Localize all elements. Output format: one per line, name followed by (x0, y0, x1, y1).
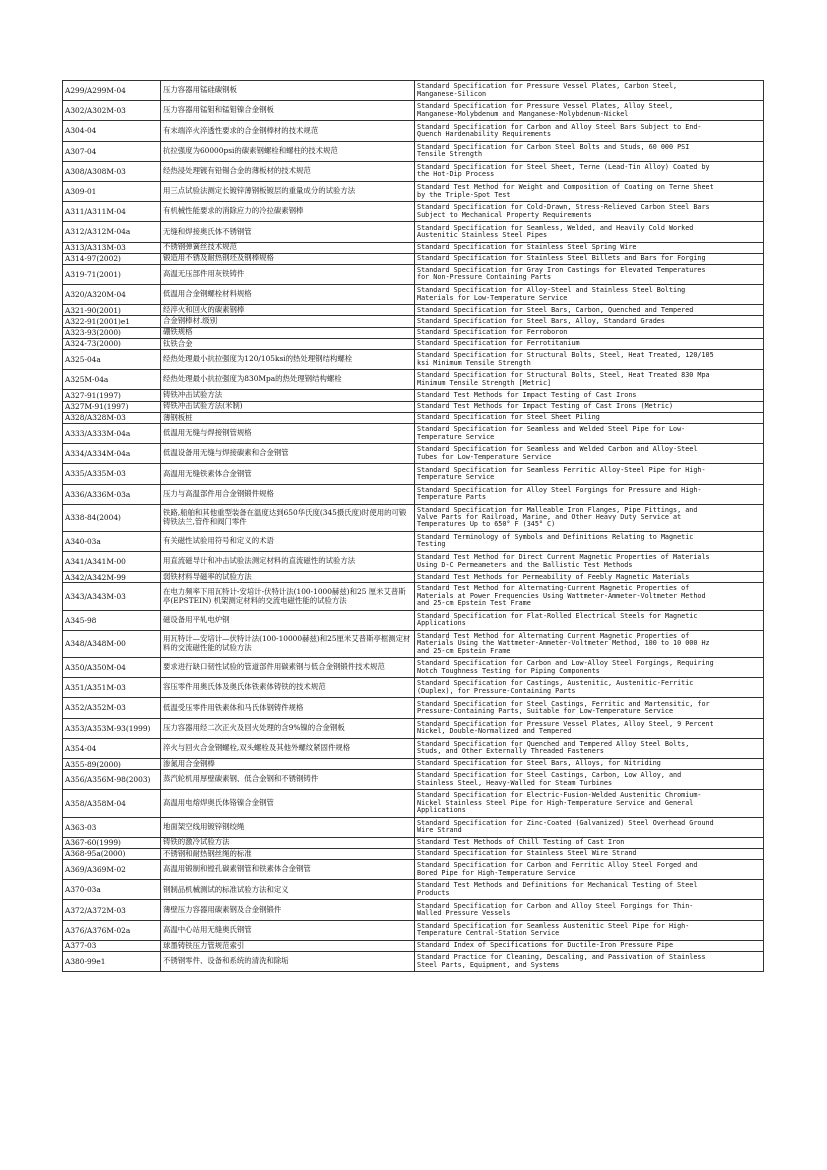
standard-code: A348/A348M-00 (63, 630, 161, 657)
table-row (63, 161, 764, 181)
table-row (63, 738, 764, 758)
title-english: Standard Index of Specifications for Ductile-Iron Pressure Pipe (415, 940, 764, 951)
table-row (63, 531, 764, 551)
standard-code: A328/A328M-03 (63, 412, 161, 423)
standard-code: A341/A341M-00 (63, 552, 161, 572)
standard-code: A327M-91(1997) (63, 401, 161, 412)
table-row (63, 101, 764, 121)
title-english: Standard Specification for Alloy-Steel and Stainless Steel Bolting Materials for Low-Temperature Service (415, 285, 764, 305)
title-chinese: 高温用电熔焊奥氏体铬镍合金钢管 (161, 790, 415, 817)
title-chinese: 有末端淬火淬透性要求的合金钢棒材的技术规范 (161, 121, 415, 141)
title-english: Standard Test Method for Weight and Composition of Coating on Terne Sheet by the Triple-Spot Test (415, 181, 764, 201)
table-row (63, 583, 764, 610)
title-chinese: 淬火与回火合金钢螺栓,双头螺栓及其他外螺纹紧固件规格 (161, 738, 415, 758)
title-english: Standard Specification for Steel Sheet, Terne (Lead-Tin Alloy) Coated by the Hot-Dip Process (415, 161, 764, 181)
title-chinese: 压力与高温部件用合金钢锻件规格 (161, 484, 415, 504)
standard-code: A338-84(2004) (63, 504, 161, 531)
title-english: Standard Specification for Electric-Fusion-Welded Austenitic Chromium- Nickel Stainless Steel Pipe for High-Temperature Service and General Applications (415, 790, 764, 817)
title-chinese: 薄钢板桩 (161, 412, 415, 423)
title-english: Standard Specification for Pressure Vessel Plates, Carbon Steel, Manganese-Silicon (415, 81, 764, 101)
standards-table (62, 80, 764, 972)
table-row (63, 338, 764, 349)
standard-code: A345-98 (63, 610, 161, 630)
title-english: Standard Terminology of Symbols and Definitions Relating to Magnetic Testing (415, 531, 764, 551)
standard-code: A325-04a (63, 350, 161, 370)
title-chinese: 弱铁材料导磁率的试验方法 (161, 572, 415, 583)
standard-code: A358/A358M-04 (63, 790, 161, 817)
table-row (63, 880, 764, 900)
table-row (63, 860, 764, 880)
table-row (63, 305, 764, 316)
title-english: Standard Specification for Stainless Steel Wire Strand (415, 848, 764, 859)
standard-code: A351/A351M-03 (63, 678, 161, 698)
table-row (63, 81, 764, 101)
table-row (63, 202, 764, 222)
table-row (63, 401, 764, 412)
title-chinese: 高温用无缝铁素体合金钢管 (161, 464, 415, 484)
title-chinese: 不锈钢和耐热钢丝绳的标准 (161, 848, 415, 859)
standard-code: A311/A311M-04 (63, 202, 161, 222)
title-english: Standard Specification for Steel Bars, Carbon, Quenched and Tempered (415, 305, 764, 316)
table-row (63, 952, 764, 972)
standard-code: A367-60(1999) (63, 837, 161, 848)
table-row (63, 181, 764, 201)
title-chinese: 压力容器用锰钼和锰钼镍合金钢板 (161, 101, 415, 121)
standard-code: A302/A302M-03 (63, 101, 161, 121)
title-chinese: 铸铁的激冷试验方法 (161, 837, 415, 848)
standard-code: A363-03 (63, 817, 161, 837)
title-english: Standard Specification for Castings, Austenitic, Austenitic-Ferritic (Duplex), for Pressure-Containing Parts (415, 678, 764, 698)
title-chinese: 铁路,船舶和其他重型装备在温度达到650华氏度(345摄氏度)时使用的可锻铸铁法兰,管件和阀门零件 (161, 504, 415, 531)
table-row (63, 316, 764, 327)
title-english: Standard Test Methods for Impact Testing of Cast Irons (Metric) (415, 401, 764, 412)
title-english: Standard Specification for Flat-Rolled Electrical Steels for Magnetic Applications (415, 610, 764, 630)
standard-code: A336/A336M-03a (63, 484, 161, 504)
title-english: Standard Specification for Gray Iron Castings for Elevated Temperatures for Non-Pressure Containing Parts (415, 264, 764, 284)
standard-code: A376/A376M-02a (63, 920, 161, 940)
table-row (63, 698, 764, 718)
standard-code: A333/A333M-04a (63, 423, 161, 443)
title-english: Standard Test Methods for Permeability of Feebly Magnetic Materials (415, 572, 764, 583)
standards-table-body (63, 81, 764, 972)
title-english: Standard Specification for Structural Bolts, Steel, Heat Treated 830 Mpa Minimum Tensile Strength [Metric] (415, 370, 764, 390)
title-chinese: 低温用无缝与焊接钢管规格 (161, 423, 415, 443)
table-row (63, 758, 764, 769)
title-chinese: 不锈钢弹簧丝技术规范 (161, 242, 415, 253)
table-row (63, 464, 764, 484)
table-row (63, 242, 764, 253)
standard-code: A350/A350M-04 (63, 658, 161, 678)
title-english: Standard Specification for Ferrotitanium (415, 338, 764, 349)
title-english: Standard Specification for Steel Bars, Alloys, for Nitriding (415, 758, 764, 769)
standard-code: A309-01 (63, 181, 161, 201)
title-english: Standard Specification for Stainless Steel Spring Wire (415, 242, 764, 253)
title-english: Standard Specification for Malleable Iron Flanges, Pipe Fittings, and Valve Parts for Railroad, Marine, and Other Heavy Duty Service at Temperatures Up to 650° F (345° C) (415, 504, 764, 531)
standard-code: A368-95a(2000) (63, 848, 161, 859)
title-chinese: 经热处理最小抗拉强度为120/105ksi的热处理钢结构螺栓 (161, 350, 415, 370)
title-chinese: 无缝和焊接奥氏体不锈钢管 (161, 222, 415, 242)
table-row (63, 552, 764, 572)
table-row (63, 770, 764, 790)
table-row (63, 678, 764, 698)
table-row (63, 718, 764, 738)
table-row (63, 837, 764, 848)
table-row (63, 484, 764, 504)
title-english: Standard Specification for Steel Castings, Ferritic and Martensitic, for Pressure-Containing Parts, Suitable for Low-Temperature Service (415, 698, 764, 718)
title-chinese: 铸铁冲击试验方法 (161, 390, 415, 401)
title-chinese: 硼铁规格 (161, 327, 415, 338)
title-english: Standard Test Methods and Definitions for Mechanical Testing of Steel Products (415, 880, 764, 900)
standard-code: A377-03 (63, 940, 161, 951)
title-chinese: 抗拉强度为60000psi的碳素钢螺栓和螺柱的技术规范 (161, 141, 415, 161)
standard-code: A340-03a (63, 531, 161, 551)
title-chinese: 经淬火和回火的碳素钢棒 (161, 305, 415, 316)
table-row (63, 285, 764, 305)
title-english: Standard Specification for Carbon Steel Bolts and Studs, 60 000 PSI Tensile Strength (415, 141, 764, 161)
title-english: Standard Practice for Cleaning, Descaling, and Passivation of Stainless Steel Parts, Equipment, and Systems (415, 952, 764, 972)
title-chinese: 高温用锻制和镗孔碳素钢管和铁素体合金钢管 (161, 860, 415, 880)
standard-code: A304-04 (63, 121, 161, 141)
title-english: Standard Specification for Structural Bolts, Steel, Heat Treated, 120/105 ksi Minimum Tensile Strength (415, 350, 764, 370)
title-english: Standard Specification for Ferroboron (415, 327, 764, 338)
title-chinese: 锻造用不锈及耐热钢坯及钢棒规格 (161, 253, 415, 264)
standard-code: A380-99e1 (63, 952, 161, 972)
title-chinese: 磁设备用平轧电炉钢 (161, 610, 415, 630)
standard-code: A342/A342M-99 (63, 572, 161, 583)
standard-code: A352/A352M-03 (63, 698, 161, 718)
standard-code: A321-90(2001) (63, 305, 161, 316)
standard-code: A320/A320M-04 (63, 285, 161, 305)
table-row (63, 327, 764, 338)
table-row (63, 504, 764, 531)
title-chinese: 高温无压部件用灰铁铸件 (161, 264, 415, 284)
title-chinese: 渗氮用合金钢棒 (161, 758, 415, 769)
title-chinese: 蒸汽轮机用厚壁碳素钢、低合金钢和不锈钢铸件 (161, 770, 415, 790)
table-row (63, 253, 764, 264)
standard-code: A313/A313M-03 (63, 242, 161, 253)
title-english: Standard Specification for Seamless Austenitic Steel Pipe for High- Temperature Central-Station Service (415, 920, 764, 940)
title-chinese: 不锈钢零件、设备和系统的清洗和除垢 (161, 952, 415, 972)
title-english: Standard Specification for Cold-Drawn, Stress-Relieved Carbon Steel Bars Subject to Mechanical Property Requirements (415, 202, 764, 222)
standard-code: A322-91(2001)e1 (63, 316, 161, 327)
title-chinese: 用三点试验法测定长镀锌薄钢板镀层的重量成分的试验方法 (161, 181, 415, 201)
title-english: Standard Specification for Zinc-Coated (Galvanized) Steel Overhead Ground Wire Strand (415, 817, 764, 837)
table-row (63, 222, 764, 242)
standard-code: A324-73(2000) (63, 338, 161, 349)
table-row (63, 920, 764, 940)
title-english: Standard Specification for Seamless and Welded Steel Pipe for Low- Temperature Service (415, 423, 764, 443)
title-english: Standard Specification for Pressure Vessel Plates, Alloy Steel, Manganese-Molybdenum and Manganese-Molybdenum-Nickel (415, 101, 764, 121)
standard-code: A307-04 (63, 141, 161, 161)
title-chinese: 压力容器用锰硅碳钢板 (161, 81, 415, 101)
title-chinese: 低温受压零件用铁素体和马氏体钢铸件规格 (161, 698, 415, 718)
table-row (63, 350, 764, 370)
title-english: Standard Specification for Steel Sheet Piling (415, 412, 764, 423)
title-chinese: 球墨铸铁压力管规范索引 (161, 940, 415, 951)
title-chinese: 合金钢棒材.级别 (161, 316, 415, 327)
title-chinese: 在电力频率下用瓦特计-安培计-伏特计法(100-1000赫兹)和25 厘米艾普斯亭(EPSTEIN) 机架测定材料的交流电磁性能的试验方法 (161, 583, 415, 610)
table-row (63, 141, 764, 161)
standard-code: A334/A334M-04a (63, 444, 161, 464)
title-chinese: 经热浸处理镀有铅锡合金的薄板材的技术规范 (161, 161, 415, 181)
table-row (63, 121, 764, 141)
title-english: Standard Test Method for Direct Current Magnetic Properties of Materials Using D-C Permeameters and the Ballistic Test Methods (415, 552, 764, 572)
table-row (63, 790, 764, 817)
title-english: Standard Test Methods for Impact Testing of Cast Irons (415, 390, 764, 401)
table-row (63, 848, 764, 859)
standard-code: A369/A369M-02 (63, 860, 161, 880)
title-chinese: 铸铁冲击试验方法(米制) (161, 401, 415, 412)
table-row (63, 610, 764, 630)
title-english: Standard Test Method for Alternating-Current Magnetic Properties of Materials at Power Frequencies Using Wattmeter-Ammeter-Voltmeter Method and 25-cm Epstein Test Frame (415, 583, 764, 610)
title-chinese: 有关磁性试验用符号和定义的术语 (161, 531, 415, 551)
standard-code: A314-97(2002) (63, 253, 161, 264)
standard-code: A354-04 (63, 738, 161, 758)
title-chinese: 用直流磁导计和冲击试验法测定材料的直流磁性的试验方法 (161, 552, 415, 572)
table-row (63, 370, 764, 390)
title-chinese: 低温用合金钢螺栓材料规格 (161, 285, 415, 305)
title-english: Standard Specification for Stainless Steel Billets and Bars for Forging (415, 253, 764, 264)
title-english: Standard Specification for Seamless, Welded, and Heavily Cold Worked Austenitic Stainless Steel Pipes (415, 222, 764, 242)
title-chinese: 低温设备用无缝与焊接碳素和合金钢管 (161, 444, 415, 464)
title-chinese: 地面架空线用镀锌钢绞绳 (161, 817, 415, 837)
title-chinese: 钛铁合金 (161, 338, 415, 349)
standard-code: A355-89(2000) (63, 758, 161, 769)
standard-code: A327-91(1997) (63, 390, 161, 401)
title-english: Standard Test Method for Alternating Current Magnetic Properties of Materials Using the Wattmeter-Ammeter-Voltmeter Method, 100 to 10 000 Hz and 25-cm Epstein Frame (415, 630, 764, 657)
standard-code: A343/A343M-03 (63, 583, 161, 610)
standard-code: A308/A308M-03 (63, 161, 161, 181)
title-english: Standard Specification for Pressure Vessel Plates, Alloy Steel, 9 Percent Nickel, Double-Normalized and Tempered (415, 718, 764, 738)
table-row (63, 423, 764, 443)
title-chinese: 高温中心站用无缝奥氏钢管 (161, 920, 415, 940)
title-english: Standard Specification for Carbon and Alloy Steel Bars Subject to End- Quench Hardenability Requirements (415, 121, 764, 141)
title-chinese: 钢制品机械测试的标准试验方法和定义 (161, 880, 415, 900)
standard-code: A356/A356M-98(2003) (63, 770, 161, 790)
standard-code: A319-71(2001) (63, 264, 161, 284)
standard-code: A372/A372M-03 (63, 900, 161, 920)
title-chinese: 经热处理最小抗拉强度为830Mpa的热处理钢结构螺栓 (161, 370, 415, 390)
table-row (63, 900, 764, 920)
title-english: Standard Specification for Alloy Steel Forgings for Pressure and High- Temperature Parts (415, 484, 764, 504)
standard-code: A299/A299M-04 (63, 81, 161, 101)
title-english: Standard Specification for Steel Castings, Carbon, Low Alloy, and Stainless Steel, Heavy-Walled for Steam Turbines (415, 770, 764, 790)
table-row (63, 658, 764, 678)
table-row (63, 572, 764, 583)
title-english: Standard Specification for Quenched and Tempered Alloy Steel Bolts, Studs, and Other Externally Threaded Fasteners (415, 738, 764, 758)
title-chinese: 有机械性能要求的消除应力的冷拉碳素钢棒 (161, 202, 415, 222)
table-row (63, 412, 764, 423)
title-chinese: 容压零件用奥氏体及奥氏体铁素体铸铁的技术规范 (161, 678, 415, 698)
title-english: Standard Test Methods of Chill Testing of Cast Iron (415, 837, 764, 848)
table-row (63, 940, 764, 951)
title-english: Standard Specification for Carbon and Ferritic Alloy Steel Forged and Bored Pipe for High-Temperature Service (415, 860, 764, 880)
title-chinese: 要求进行缺口韧性试验的管道部件用碳素钢与低合金钢锻件技术规范 (161, 658, 415, 678)
table-row (63, 630, 764, 657)
standard-code: A312/A312M-04a (63, 222, 161, 242)
title-chinese: 薄壁压力容器用碳素钢及合金钢锻件 (161, 900, 415, 920)
title-english: Standard Specification for Seamless Ferritic Alloy-Steel Pipe for High- Temperature Service (415, 464, 764, 484)
standard-code: A353/A353M-93(1999) (63, 718, 161, 738)
title-english: Standard Specification for Steel Bars, Alloy, Standard Grades (415, 316, 764, 327)
title-english: Standard Specification for Seamless and Welded Carbon and Alloy-Steel Tubes for Low-Temperature Service (415, 444, 764, 464)
table-row (63, 264, 764, 284)
title-chinese: 用瓦特计—安培计—伏特计法(100-10000赫兹)和25厘米艾普斯亭框测定材料的交流磁性能的试验方法 (161, 630, 415, 657)
standard-code: A335/A335M-03 (63, 464, 161, 484)
title-english: Standard Specification for Carbon and Alloy Steel Forgings for Thin- Walled Pressure Vessels (415, 900, 764, 920)
table-row (63, 444, 764, 464)
table-row (63, 390, 764, 401)
standard-code: A325M-04a (63, 370, 161, 390)
standard-code: A370-03a (63, 880, 161, 900)
title-english: Standard Specification for Carbon and Low-Alloy Steel Forgings, Requiring Notch Toughness Testing for Piping Components (415, 658, 764, 678)
table-row (63, 817, 764, 837)
standard-code: A323-93(2000) (63, 327, 161, 338)
title-chinese: 压力容器用经二次正火及回火处理的含9%镍的合金钢板 (161, 718, 415, 738)
